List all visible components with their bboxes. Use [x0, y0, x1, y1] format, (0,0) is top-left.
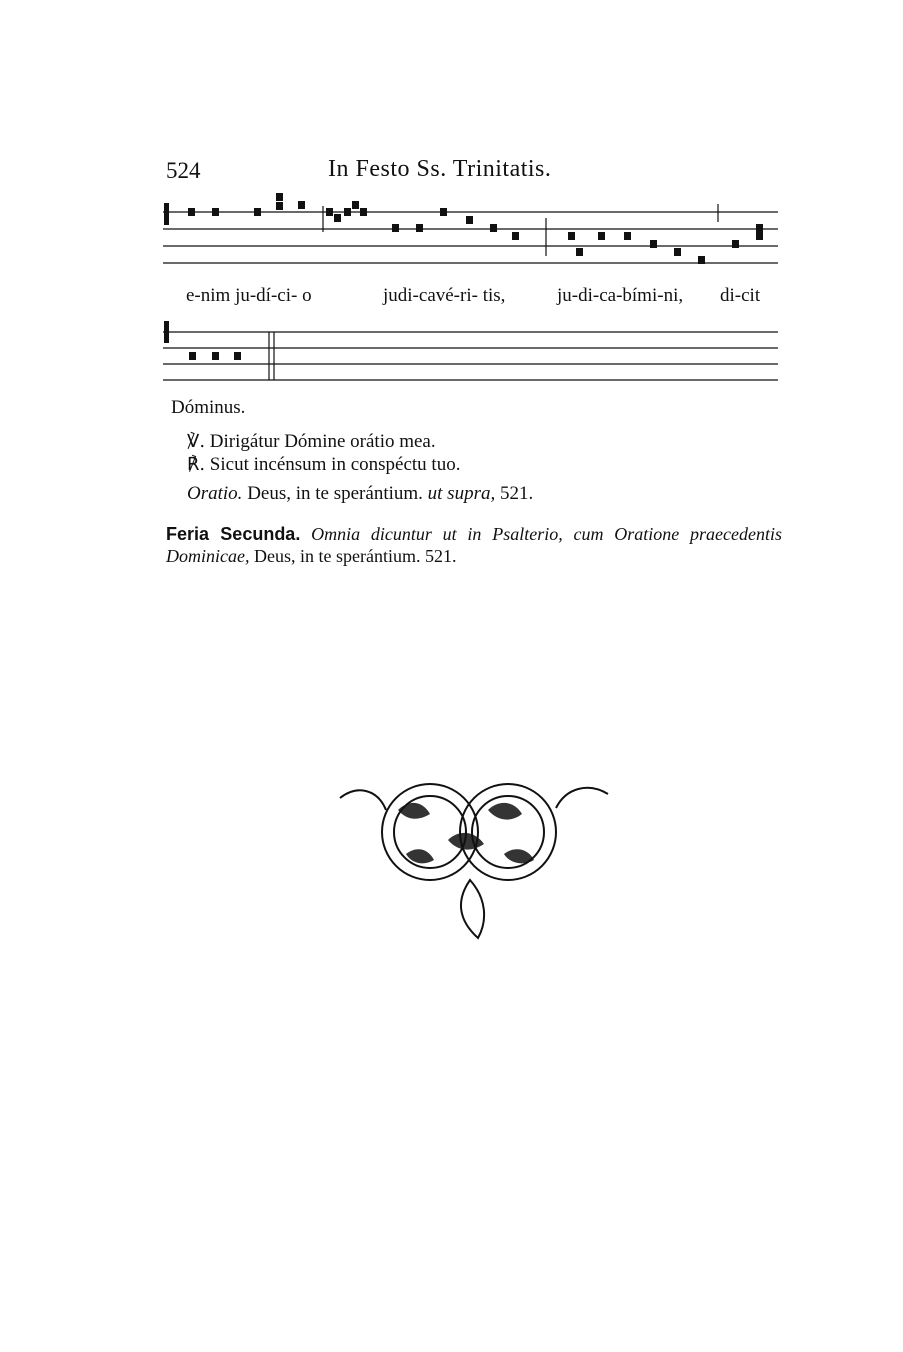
feria-paragraph [166, 523, 782, 567]
response-line [187, 453, 460, 476]
chant-staff-notation [0, 0, 903, 400]
tailpiece-ornament [338, 770, 610, 945]
versicle-block [187, 430, 460, 476]
oratio-label: Oratio. [187, 483, 243, 504]
versicle-symbol: ℣. [187, 431, 206, 452]
feria-heading: Feria Secunda. [166, 524, 301, 544]
versicle-line [187, 430, 460, 453]
response-text: Sicut incénsum in conspéctu tuo. [209, 454, 461, 475]
lyric-segment-1: e-nim ju-dí-ci- o [186, 285, 312, 306]
running-head: In Festo Ss. Trinitatis. [328, 156, 552, 182]
feria-rubric: Omnia dicuntur ut in Psalterio, cum Oratione praecedentis Dominicae, [166, 524, 782, 566]
versicle-text: Dirigátur Dómine orátio mea. [209, 431, 436, 452]
lyric-segment-4: di-cit [720, 285, 761, 306]
oratio-text: Deus, in te sperántium. [247, 483, 423, 504]
oratio-page-ref: 521. [499, 483, 534, 504]
lyric-segment-2: judi-cavé-ri- tis, [383, 285, 506, 306]
oratio-reference: ut supra, [427, 483, 496, 504]
lyric-line-2: Dóminus. [171, 397, 246, 418]
oratio-line [187, 483, 533, 505]
response-symbol: ℟. [187, 454, 206, 475]
lyric-segment-3: ju-di-ca-bími-ni, [557, 285, 684, 306]
page-number: 524 [166, 158, 201, 183]
feria-reference: Deus, in te sperántium. 521. [253, 546, 457, 566]
